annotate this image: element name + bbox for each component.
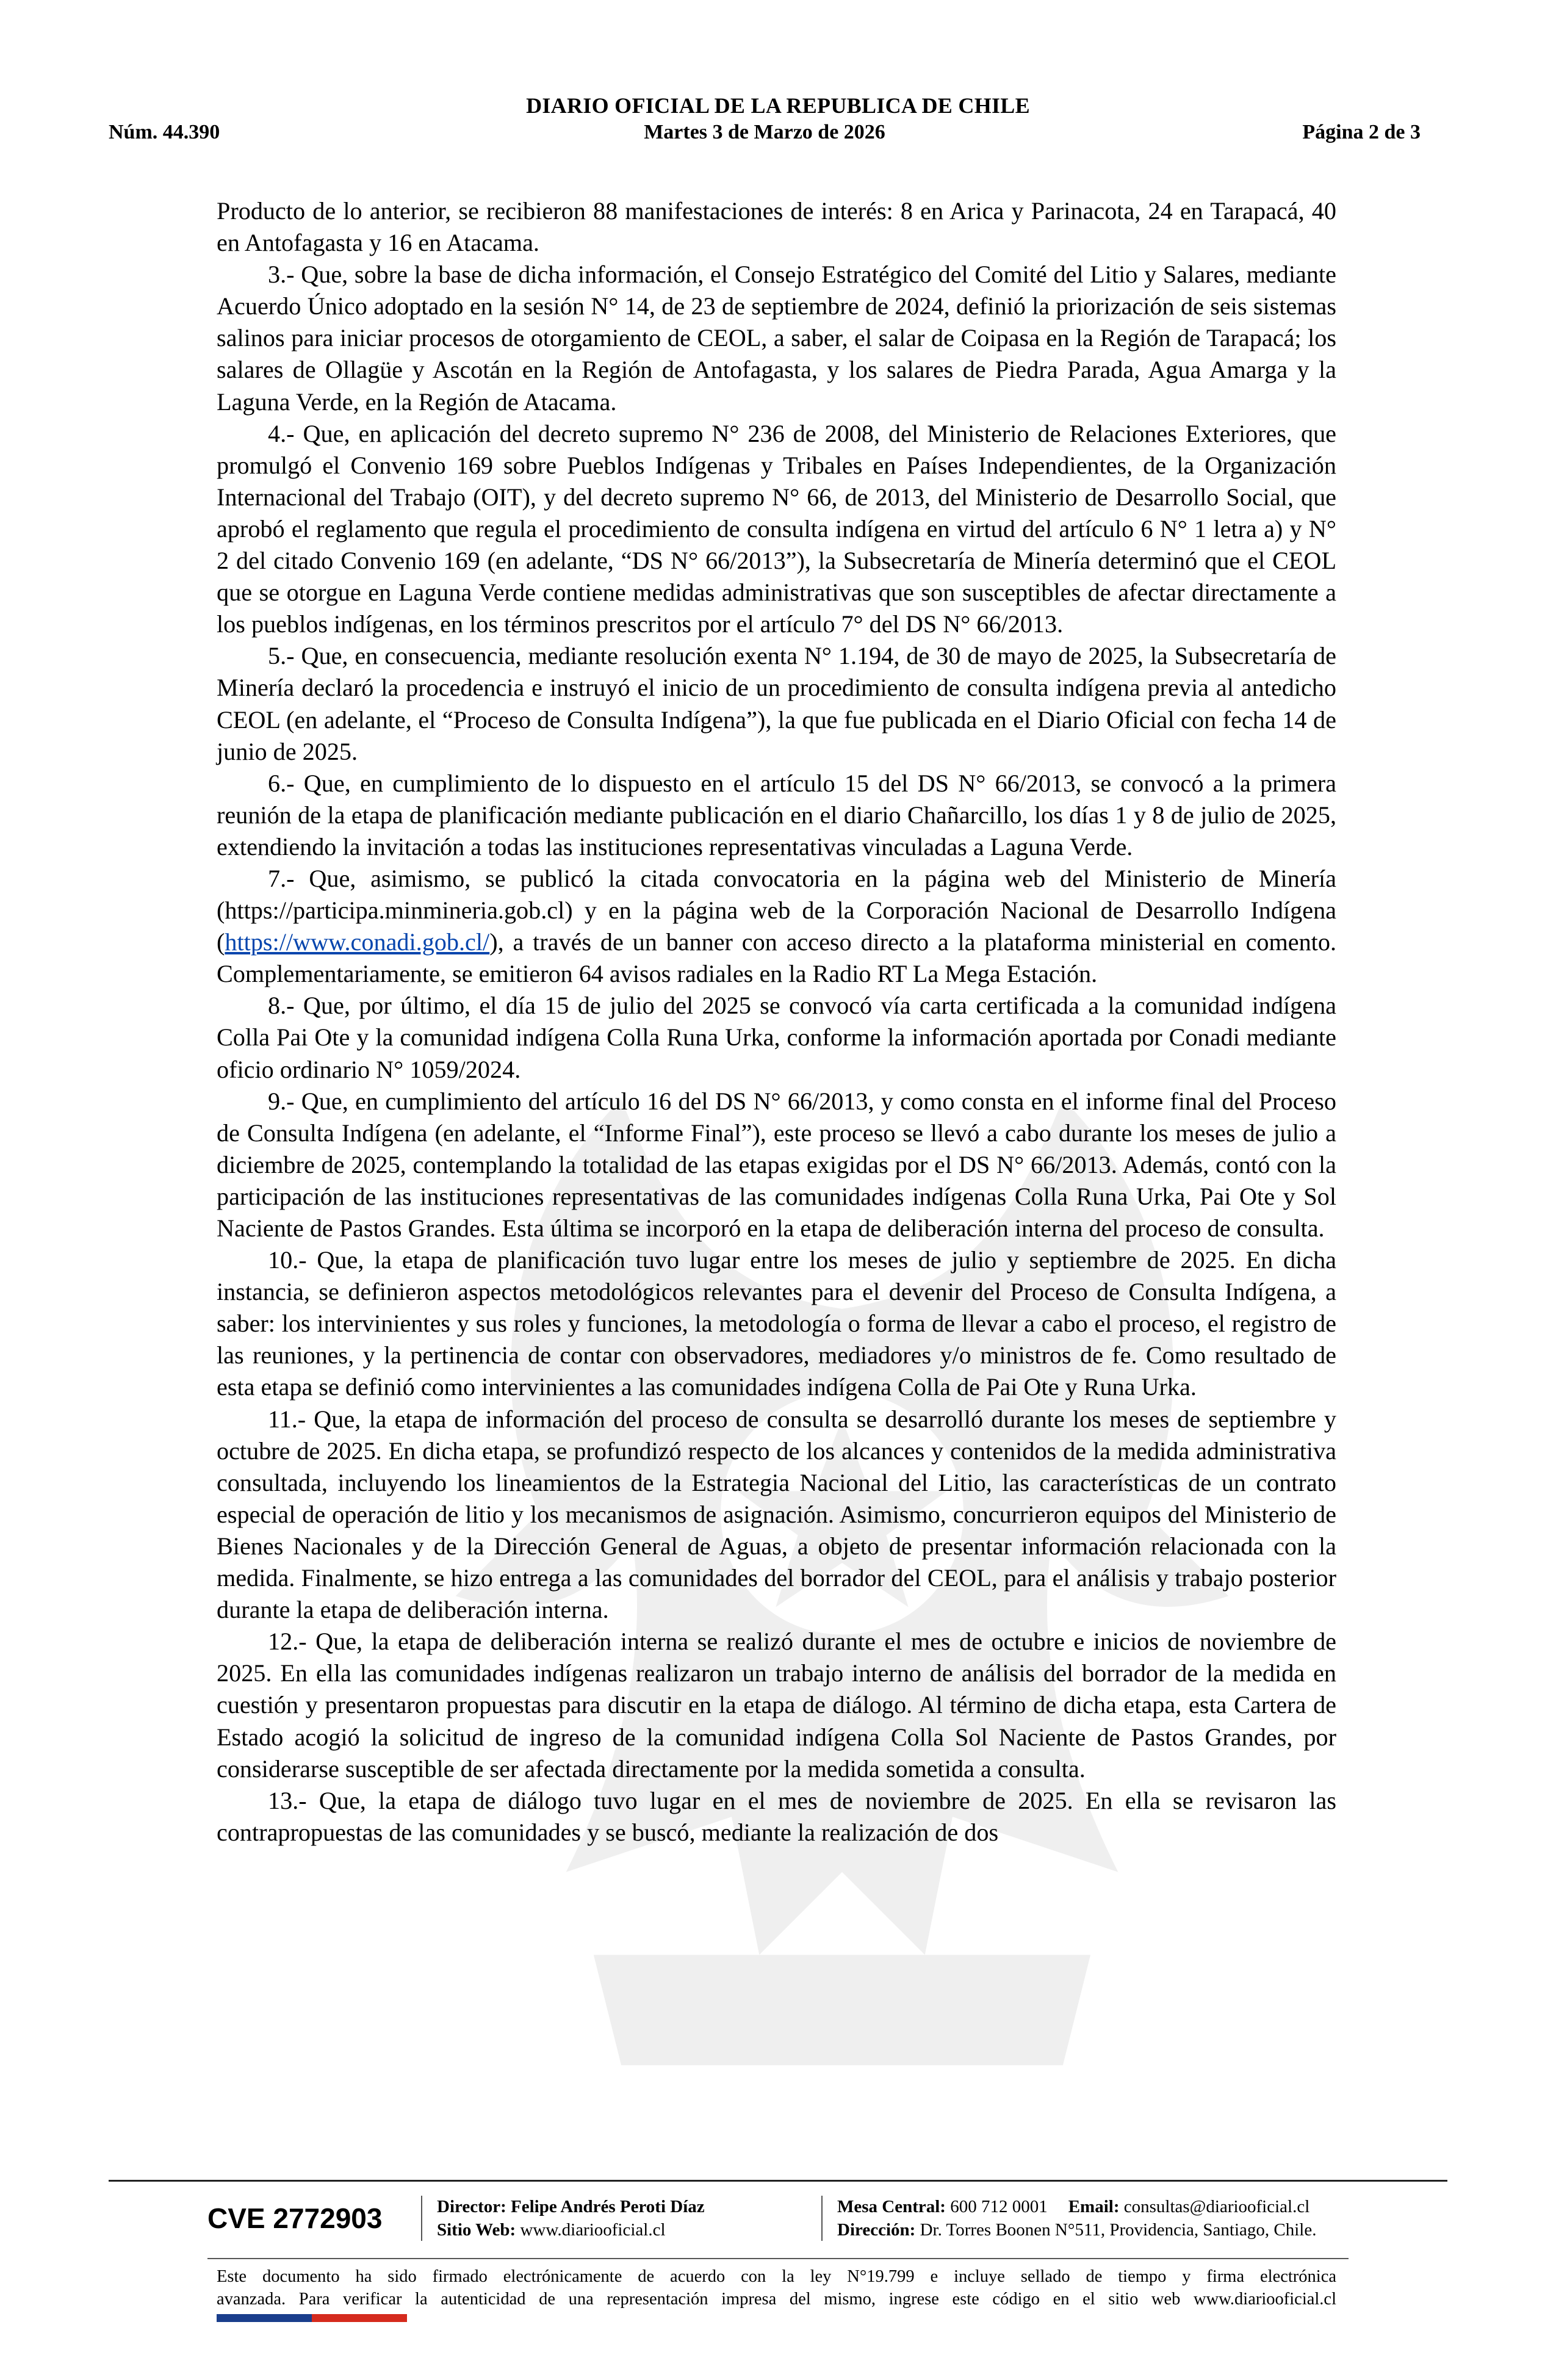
footer-col-director xyxy=(437,2195,815,2241)
paragraph-7-text-a: 7.- Que, asimismo, se publicó la citada convocatoria en la página web del Ministerio de Minería (https://participa.minmineria.gob.cl) y en la página web de la Corporación Nacional de Desarrollo Indígena ( xyxy=(217,864,1336,956)
email-value[interactable]: consultas@diariooficial.cl xyxy=(1123,2197,1310,2216)
footer-separator xyxy=(821,2196,823,2241)
footer-separator xyxy=(421,2196,422,2241)
address-label: Dirección: xyxy=(837,2220,916,2240)
legal-line-1: Este documento ha sido firmado electrónicamente de acuerdo con la ley N°19.799 e incluye sellado de tiempo y firma electrónica xyxy=(217,2267,1336,2286)
footer-divider-2 xyxy=(207,2258,1349,2259)
footer-divider xyxy=(109,2180,1447,2182)
phone-value: 600 712 0001 xyxy=(950,2197,1048,2216)
paragraph-10: 10.- Que, la etapa de planificación tuvo lugar entre los meses de julio y septiembre de 2025. En dicha instancia, se definieron aspectos metodológicos relevantes para el devenir del Proceso de Consulta Indígena, a saber: los intervinientes y sus roles y funciones, la metodología o forma de llevar a cabo el proceso, el registro de las reuniones, y la pertinencia de contar con observadores, mediadores y/o ministros de fe. Como resultado de esta etapa se definió como intervinientes a las comunidades indígena Colla de Pai Ote y Runa Urka. xyxy=(217,1246,1336,1401)
paragraph-3: 3.- Que, sobre la base de dicha información, el Consejo Estratégico del Comité del Litio y Salares, mediante Acuerdo Único adoptado en la sesión N° 14, de 23 de septiembre de 2024, definió la priorización de seis sistemas salinos para iniciar procesos de otorgamiento de CEOL, a saber, el salar de Coipasa en la Región de Tarapacá; los salares de Ollagüe y Ascotán en la Región de Antofagasta, y los salares de Piedra Parada, Agua Amarga y la Laguna Verde, en la Región de Atacama. xyxy=(217,261,1336,416)
flag-stripe xyxy=(217,2314,407,2322)
website-value[interactable]: www.diariooficial.cl xyxy=(520,2220,666,2240)
header-row xyxy=(109,121,1421,144)
phone-label: Mesa Central: xyxy=(837,2197,946,2216)
issue-date: Martes 3 de Marzo de 2026 xyxy=(644,121,885,143)
address-value: Dr. Torres Boonen N°511, Providencia, Santiago, Chile. xyxy=(920,2220,1317,2240)
paragraph-7 xyxy=(217,863,1336,990)
document-body xyxy=(217,195,1336,1848)
paragraph-11: 11.- Que, la etapa de información del proceso de consulta se desarrolló durante los meses de septiembre y octubre de 2025. En dicha etapa, se profundizó respecto de los alcances y contenidos de la medida administrativa consultada, incluyendo los lineamientos de la Estrategia Nacional del Litio, las características de un contrato especial de operación de litio y los mecanismos de asignación. Asimismo, concurrieron equipos del Ministerio de Bienes Nacionales y de la Dirección General de Aguas, a objeto de presentar información relacionada con la medida. Finalmente, se hizo entrega a las comunidades del borrador del CEOL, para el análisis y trabajo posterior durante la etapa de deliberación interna. xyxy=(217,1405,1336,1624)
paragraph-7-text-b: ), a través de un banner con acceso directo a la plataforma ministerial en comento. Complementariamente, se emitieron 64 avisos radiales en la Radio RT La Mega Estación. xyxy=(217,928,1336,988)
conadi-link[interactable]: https://www.conadi.gob.cl/ xyxy=(225,928,490,956)
footer-col-contact xyxy=(837,2195,1316,2241)
flag-blue-stripe xyxy=(217,2314,312,2322)
legal-notice xyxy=(217,2265,1336,2310)
paragraph-9: 9.- Que, en cumplimiento del artículo 16 del DS N° 66/2013, y como consta en el informe final del Proceso de Consulta Indígena (en adelante, el “Informe Final”), este proceso se llevó a cabo durante los meses de julio a diciembre de 2025, contemplando la totalidad de las etapas exigidas por el DS N° 66/2013. Además, contó con la participación de las instituciones representativas de las comunidades indígenas Colla Runa Urka, Pai Ote y Sol Naciente de Pastos Grandes. Esta última se incorporó en la etapa de deliberación interna del proceso de consulta. xyxy=(217,1087,1336,1242)
paragraph-6: 6.- Que, en cumplimiento de lo dispuesto en el artículo 15 del DS N° 66/2013, se convocó a la primera reunión de la etapa de planificación mediante publicación en el diario Chañarcillo, los días 1 y 8 de julio de 2025, extendiendo la invitación a todas las instituciones representativas vinculadas a Laguna Verde. xyxy=(217,769,1336,860)
newspaper-title: DIARIO OFICIAL DE LA REPUBLICA DE CHILE xyxy=(526,93,1030,118)
paragraph-4: 4.- Que, en aplicación del decreto supremo N° 236 de 2008, del Ministerio de Relaciones Exteriores, que promulgó el Convenio 169 sobre Pueblos Indígenas y Tribales en Países Independientes, de la Organización Internacional del Trabajo (OIT), y del decreto supremo N° 66, de 2013, del Ministerio de Desarrollo Social, que aprobó el reglamento que regula el procedimiento de consulta indígena en virtud del artículo 6 N° 1 letra a) y N° 2 del citado Convenio 169 (en adelante, “DS N° 66/2013”), la Subsecretaría de Minería determinó que el CEOL que se otorgue en Laguna Verde contiene medidas administrativas que son susceptibles de afectar directamente a los pueblos indígenas, en los términos prescritos por el artículo 7° del DS N° 66/2013. xyxy=(217,419,1336,638)
director-label: Director: xyxy=(437,2197,506,2216)
footer-info xyxy=(207,2194,1355,2243)
paragraph-12: 12.- Que, la etapa de deliberación interna se realizó durante el mes de octubre e inicios de noviembre de 2025. En ella las comunidades indígenas realizaron un trabajo interno de análisis del borrador de la medida en cuestión y presentaron propuestas para discutir en la etapa de diálogo. Al término de dicha etapa, esta Cartera de Estado acogió la solicitud de ingreso de la comunidad indígena Colla Sol Naciente de Pastos Grandes, por considerarse susceptible de ser afectada directamente por la medida sometida a consulta. xyxy=(217,1628,1336,1783)
director-name: Felipe Andrés Peroti Díaz xyxy=(511,2197,705,2216)
paragraph-8: 8.- Que, por último, el día 15 de julio del 2025 se convocó vía carta certificada a la comunidad indígena Colla Pai Ote y la comunidad indígena Colla Runa Urka, conforme la información aportada por Conadi mediante oficio ordinario N° 1059/2024. xyxy=(217,992,1336,1083)
email-label: Email: xyxy=(1068,2197,1120,2216)
website-label: Sitio Web: xyxy=(437,2220,516,2240)
page-indicator: Página 2 de 3 xyxy=(1302,121,1421,143)
cve-code: CVE 2772903 xyxy=(207,2202,383,2234)
paragraph-continuation: Producto de lo anterior, se recibieron 88 manifestaciones de interés: 8 en Arica y Parinacota, 24 en Tarapacá, 40 en Antofagasta y 16 en Atacama. xyxy=(217,197,1336,257)
paragraph-13: 13.- Que, la etapa de diálogo tuvo lugar en el mes de noviembre de 2025. En ella se revisaron las contrapropuestas de las comunidades y se buscó, mediante la realización de dos xyxy=(217,1786,1336,1846)
legal-line-2: avanzada. Para verificar la autenticidad de una representación impresa del mismo, ingrese este código en el sitio web www.diariooficial.cl xyxy=(217,2290,1336,2309)
issue-number: Núm. 44.390 xyxy=(109,121,220,143)
flag-red-stripe xyxy=(312,2314,407,2322)
paragraph-5: 5.- Que, en consecuencia, mediante resolución exenta N° 1.194, de 30 de mayo de 2025, la Subsecretaría de Minería declaró la procedencia e instruyó el inicio de un procedimiento de consulta indígena previa al antedicho CEOL (en adelante, el “Proceso de Consulta Indígena”), la que fue publicada en el Diario Oficial con fecha 14 de junio de 2025. xyxy=(217,642,1336,765)
